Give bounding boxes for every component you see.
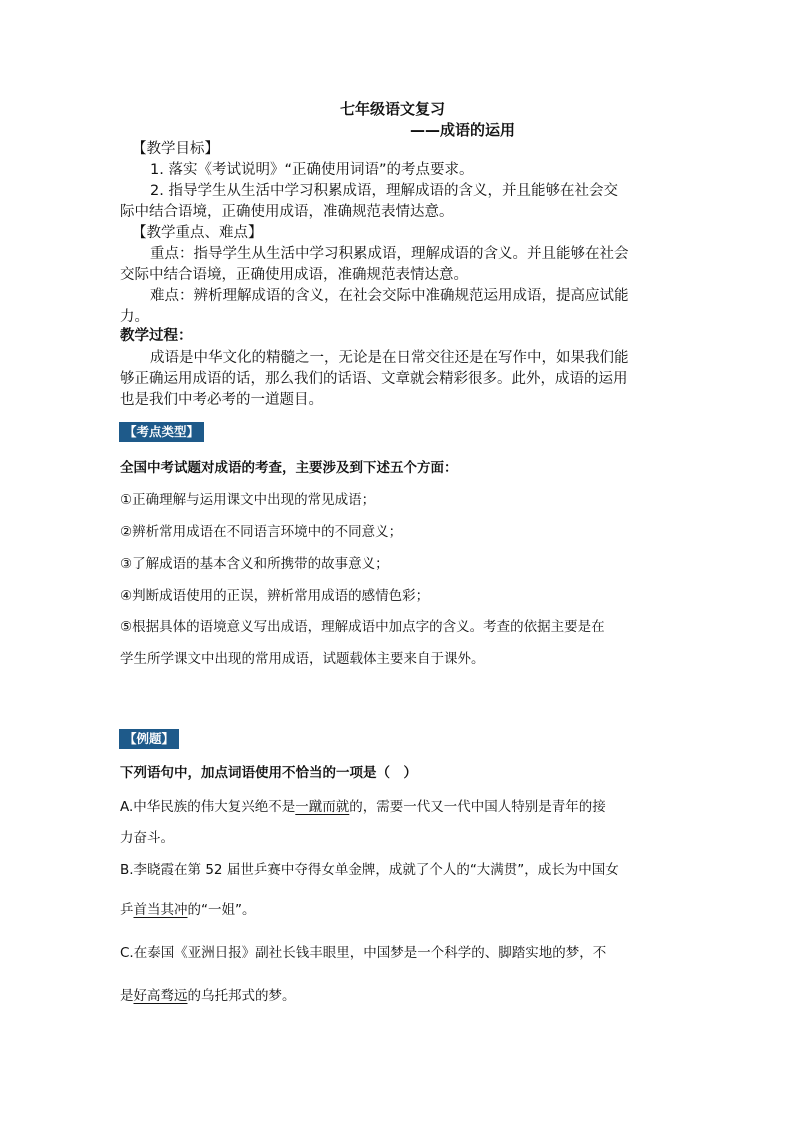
option-c-line1: C.在泰国《亚洲日报》副社长钱丰眼里，中国梦是一个科学的、脚踏实地的梦，不: [120, 945, 607, 961]
option-a-line2: 力奋斗。: [120, 830, 174, 846]
option-c-line2: [120, 984, 296, 1004]
process-line3: 也是我们中考必考的一道题目。: [120, 392, 323, 408]
exam-type-1: ①正确理解与运用课文中出现的常见成语；: [120, 492, 376, 508]
option-c-text-post: 的乌托邦式的梦。: [187, 988, 296, 1004]
exam-types-intro: 全国中考试题对成语的考查，主要涉及到下述五个方面：: [120, 460, 458, 476]
difficulty-line1: 难点：辨析理解成语的含义，在社会交际中准确规范运用成语，提高应试能: [150, 288, 629, 304]
exam-types-tag: 【考点类型】: [119, 422, 204, 442]
option-a-idiom: 一蹴而就: [295, 799, 350, 815]
difficulty-line2: 力。: [120, 309, 149, 325]
option-b-line1: B.李晓霞在第 52 届世乒赛中夺得女单金牌，成就了个人的“大满贯”，成长为中国女: [120, 862, 619, 878]
key-point-line1: 重点：指导学生从生活中学习积累成语，理解成语的含义。并且能够在社会: [150, 246, 629, 262]
exam-type-5-line2: 学生所学课文中出现的常用成语，试题载体主要来自于课外。: [120, 651, 485, 667]
option-c-text-pre: 是: [120, 988, 134, 1004]
objective-1: 1. 落实《考试说明》“正确使用词语”的考点要求。: [150, 162, 474, 178]
objective-2-line1: 2. 指导学生从生活中学习积累成语，理解成语的含义，并且能够在社会交: [150, 183, 618, 199]
option-a-text-post: 的，需要一代又一代中国人特别是青年的接: [349, 799, 606, 815]
process-line2: 够正确运用成语的话，那么我们的话语、文章就会精彩很多。此外，成语的运用: [120, 371, 628, 387]
exam-type-4: ④判断成语使用的正误，辨析常用成语的感情色彩；: [120, 588, 430, 604]
exam-type-3: ③了解成语的基本含义和所携带的故事意义；: [120, 556, 389, 572]
page-subtitle: ——成语的运用: [410, 121, 516, 139]
key-points-heading: 【教学重点、难点】: [132, 225, 263, 241]
process-heading: 教学过程：: [120, 328, 193, 344]
option-b-text-pre: 乒: [120, 902, 134, 918]
option-b-idiom: 首当其冲: [133, 902, 188, 918]
option-c-idiom: 好高骛远: [133, 988, 188, 1004]
page-title: 七年级语文复习: [340, 100, 446, 118]
exam-type-5-line1: ⑤根据具体的语境意义写出成语，理解成语中加点字的含义。考查的依据主要是在: [120, 619, 605, 635]
objective-2-line2: 际中结合语境，正确使用成语，准确规范表情达意。: [120, 204, 454, 220]
option-b-line2: [120, 898, 256, 918]
option-a-text-pre: A.中华民族的伟大复兴绝不是: [120, 799, 296, 815]
exam-type-2: ②辨析常用成语在不同语言环境中的不同意义；: [120, 524, 403, 540]
objectives-heading: 【教学目标】: [132, 141, 219, 157]
example-tag: 【例题】: [119, 729, 179, 749]
process-line1: 成语是中华文化的精髓之一，无论是在日常交往还是在写作中，如果我们能: [150, 350, 629, 366]
example-question: 下列语句中，加点词语使用不恰当的一项是（ ）: [120, 765, 417, 781]
option-b-text-post: 的“一姐”。: [187, 902, 256, 918]
key-point-line2: 交际中结合语境，正确使用成语，准确规范表情达意。: [120, 267, 468, 283]
option-a-line1: [120, 795, 606, 815]
